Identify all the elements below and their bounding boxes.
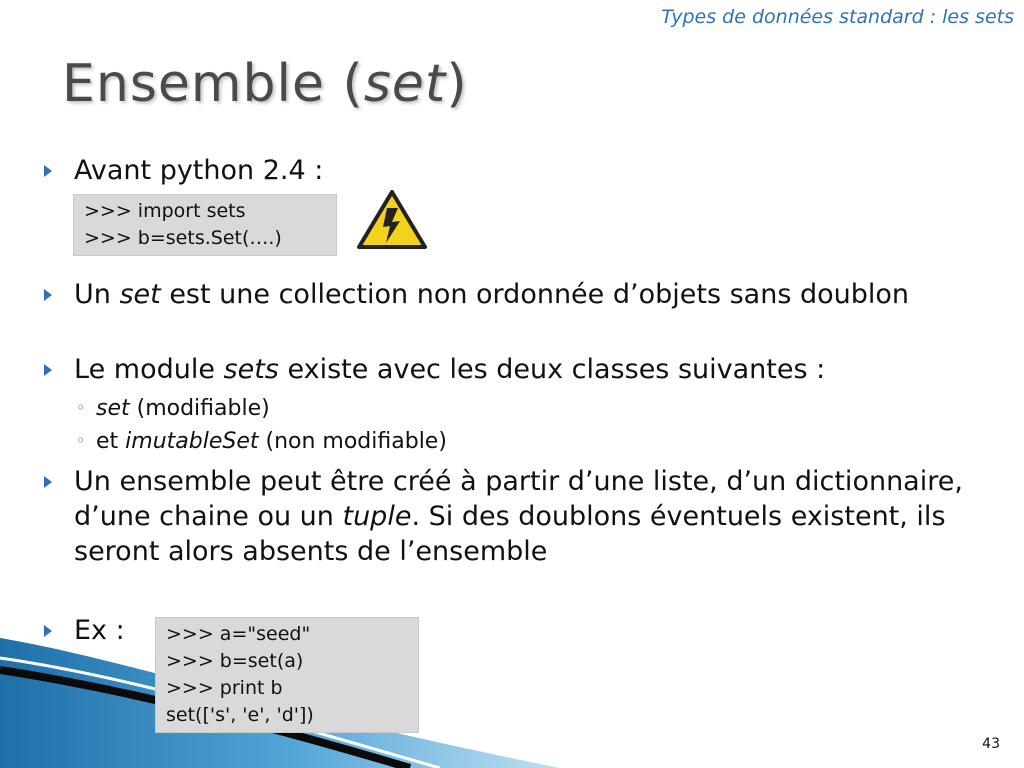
code-block-example: [155, 617, 419, 733]
text: (modifiable): [129, 396, 270, 421]
title-main: Ensemble (: [62, 54, 364, 114]
circle-bullet-icon: ◦: [76, 398, 86, 417]
text: est une collection non ordonnée d’objets sans doublon: [160, 279, 910, 310]
title-close: ): [446, 54, 468, 114]
text: et: [96, 429, 126, 454]
code-line: >>> b=set(a): [166, 650, 304, 672]
sub-bullet-set: [76, 394, 270, 423]
text-italic: sets: [223, 354, 279, 385]
page-number: 43: [982, 736, 1000, 752]
text: (non modifiable): [258, 429, 447, 454]
bullet-arrow-icon: [44, 289, 52, 301]
text: Un ensemble peut être créé à partir d’une liste, d’un dictionnaire, d’une chaine ou un: [74, 466, 963, 532]
slide-title: [62, 54, 468, 114]
bullet-ensemble-creation: [44, 464, 974, 569]
code-line: set(['s', 'e', 'd']): [166, 704, 314, 726]
bullet-arrow-icon: [44, 165, 52, 177]
title-italic: set: [363, 54, 447, 114]
circle-bullet-icon: ◦: [76, 431, 86, 450]
bullet-sets-module: [44, 352, 974, 387]
text-italic: set: [96, 396, 130, 421]
section-header: Types de données standard : les sets: [661, 6, 1014, 28]
bullet-arrow-icon: [44, 364, 52, 376]
text-italic: set: [119, 279, 161, 310]
code-line: >>> b=sets.Set(….): [84, 227, 282, 249]
bullet-text: Avant python 2.4 :: [74, 155, 324, 186]
bullet-arrow-icon: [44, 625, 52, 637]
sub-bullet-imutableset: [76, 427, 447, 456]
bullet-arrow-icon: [44, 476, 52, 488]
bullet-avant-python: [44, 153, 974, 188]
text: Un: [74, 279, 120, 310]
code-line: >>> a="seed": [166, 623, 311, 645]
high-voltage-warning-icon: [356, 189, 428, 251]
text: . Si des doublons éventuels existent, ils seront alors absents de l’ensemble: [74, 501, 946, 567]
text: existe avec les deux classes suivantes :: [278, 354, 826, 385]
code-block-import: [73, 194, 337, 256]
code-line: >>> import sets: [84, 200, 246, 222]
code-line: >>> print b: [166, 677, 283, 699]
text-italic: imutableSet: [125, 429, 259, 454]
text-italic: tuple: [342, 501, 412, 532]
bullet-set-definition: [44, 277, 974, 312]
bullet-text: Ex :: [74, 615, 125, 646]
text: Le module: [74, 354, 224, 385]
